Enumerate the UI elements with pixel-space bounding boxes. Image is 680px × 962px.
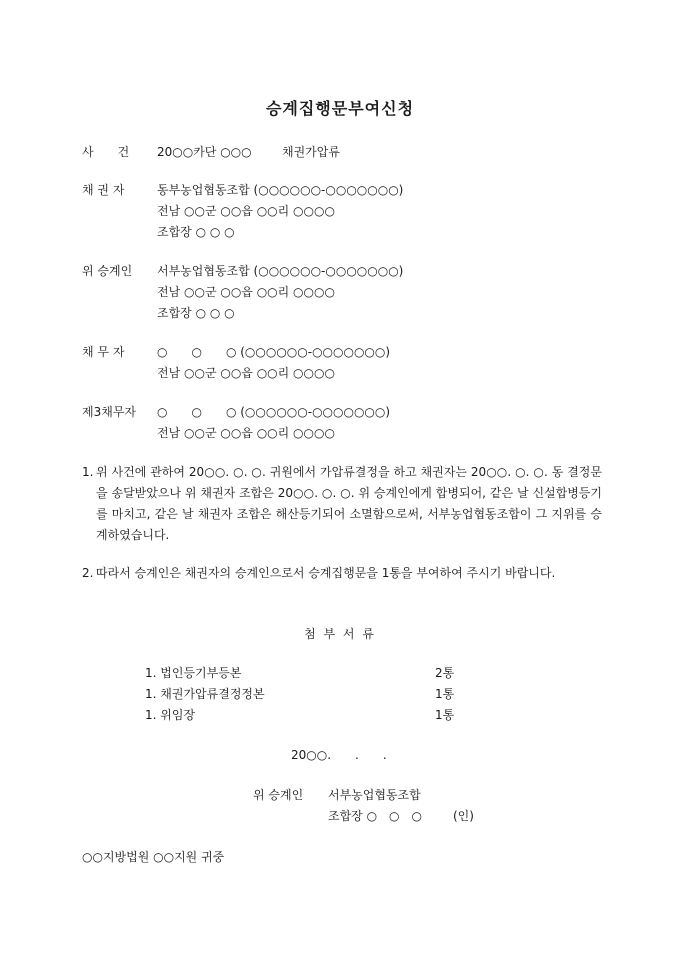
third-debtor-address-row (0, 424, 680, 442)
signer-org: 서부농업협동조합 (328, 788, 421, 802)
successor-address: 전남 ○○군 ○○읍 ○○리 ○○○○ (157, 285, 335, 299)
debtor-address-row (0, 364, 680, 382)
recipient-row (0, 848, 680, 866)
debtor-name: ○ ○ ○ (○○○○○○-○○○○○○○) (157, 345, 391, 359)
attachment-item-2-name: 1. 채권가압류결정정본 (145, 687, 265, 701)
creditor-rep-row (0, 223, 680, 241)
attachment-item-2 (0, 685, 680, 703)
case-row (0, 143, 680, 161)
third-debtor-label: 제3채무자 (82, 405, 137, 419)
signer-row (0, 786, 680, 804)
creditor-label: 채 권 자 (82, 183, 125, 197)
creditor-row (0, 181, 680, 199)
paragraph-1-text: 위 사건에 관하여 20○○. ○. ○. 귀원에서 가압류결정을 하고 채권자는 20○○. ○. ○. 동 결정문을 송달받았으나 위 채권자 조합은 20○○. ○. ○. 위 승계인에게 합병되어, 같은 날 신설합병등기를 마치고, 같은 날 채권자 조합은 해산등기되어 소멸함으로써, 서부농업협동조합이 그 지위를 승계하였습니다. (96, 465, 602, 542)
creditor-address-row (0, 202, 680, 220)
attachment-item-3-name: 1. 위임장 (145, 708, 196, 722)
successor-rep-row (0, 304, 680, 322)
signer-label: 위 승계인 (253, 788, 304, 802)
attachment-item-1-name: 1. 법인등기부등본 (145, 666, 242, 680)
debtor-label: 채 무 자 (82, 345, 125, 359)
paragraph-2-number: 2. (82, 566, 94, 580)
attachments-heading: 첨 부 서 류 (304, 627, 376, 641)
attachment-item-3-count: 1통 (435, 708, 455, 722)
paragraph-2 (82, 563, 602, 584)
case-name: 채권가압류 (282, 145, 340, 159)
attachment-item-1 (0, 664, 680, 682)
signer-rep-row (0, 807, 680, 825)
successor-name: 서부농업협동조합 (○○○○○○-○○○○○○○) (157, 264, 404, 278)
attachment-item-2-count: 1통 (435, 687, 455, 701)
successor-rep: 조합장 ○ ○ ○ (157, 306, 235, 320)
paragraph-1-number: 1. (82, 465, 94, 479)
paragraph-2-text: 따라서 승계인은 채권자의 승계인으로서 승계집행문을 1통을 부여하여 주시기 바랍니다. (96, 566, 556, 580)
third-debtor-address: 전남 ○○군 ○○읍 ○○리 ○○○○ (157, 426, 335, 440)
date-row (0, 746, 680, 764)
creditor-name: 동부농업협동조합 (○○○○○○-○○○○○○○) (157, 183, 404, 197)
attachment-item-3 (0, 706, 680, 724)
document-title: 승계집행문부여신청 (265, 99, 415, 118)
successor-label: 위 승계인 (82, 264, 133, 278)
third-debtor-name: ○ ○ ○ (○○○○○○-○○○○○○○) (157, 405, 391, 419)
document-date: 20○○. . . (291, 748, 387, 762)
recipient-court: ○○지방법원 ○○지원 귀중 (82, 850, 225, 864)
paragraph-1 (82, 462, 602, 546)
debtor-address: 전남 ○○군 ○○읍 ○○리 ○○○○ (157, 366, 335, 380)
successor-row (0, 262, 680, 280)
case-label: 사 건 (82, 145, 130, 159)
creditor-rep: 조합장 ○ ○ ○ (157, 225, 235, 239)
third-debtor-row (0, 403, 680, 421)
creditor-address: 전남 ○○군 ○○읍 ○○리 ○○○○ (157, 204, 335, 218)
signer-rep: 조합장 ○ ○ ○ (328, 809, 423, 823)
signer-seal: (인) (453, 809, 474, 823)
successor-address-row (0, 283, 680, 301)
case-number: 20○○카단 ○○○ (157, 145, 252, 159)
attachment-item-1-count: 2통 (435, 666, 455, 680)
debtor-row (0, 343, 680, 361)
